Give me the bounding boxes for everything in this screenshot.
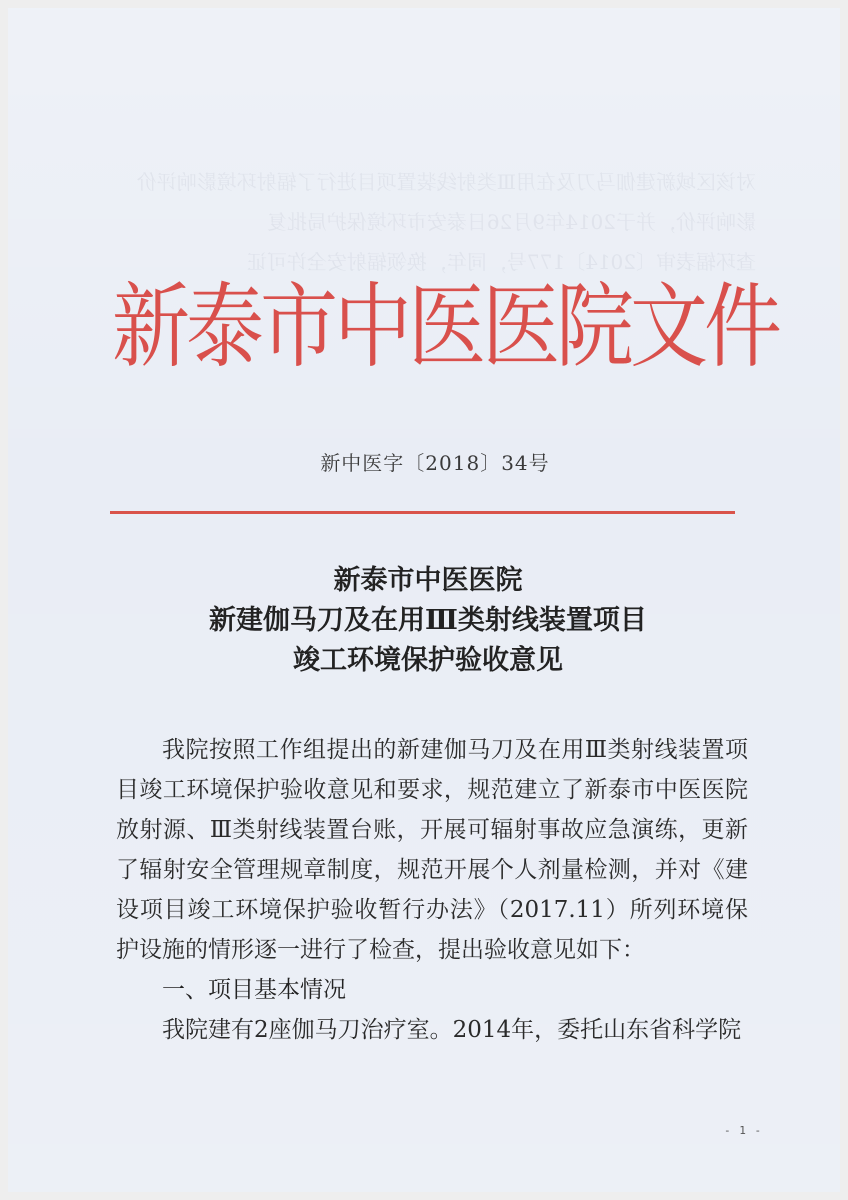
show-through-text: 查环辐表审〔2014〕177号，同年，换领辐射安全许可证: [246, 250, 756, 274]
document-title: [8, 561, 840, 681]
show-through-text: 影响评价，并于2014年9月26日泰安市环境保护局批复: [266, 210, 756, 234]
page-number: - 1 -: [724, 1124, 763, 1137]
document-number: 新中医字〔2018〕34号: [320, 451, 550, 475]
section-heading: 一、项目基本情况: [162, 977, 346, 1003]
body-paragraph: 我院按照工作组提出的新建伽马刀及在用Ⅲ类射线装置项目竣工环境保护验收意见和要求，规范建立了新泰市中医医院放射源、Ⅲ类射线装置台账，开展可辐射事故应急演练，更新了辐射安全管理规章制度，规范开展个人剂量检测，并对《建设项目竣工环境保护验收暂行办法》（2017.11）所列环境保护设施的情形逐一进行了检查，提出验收意见如下：: [116, 737, 748, 963]
title-line-project: 新建伽马刀及在用Ⅲ类射线装置项目: [209, 605, 647, 636]
section-paragraph: 我院建有2座伽马刀治疗室。2014年，委托山东省科学院: [162, 1017, 742, 1043]
document-body: [116, 730, 748, 1050]
red-separator-line: [110, 511, 735, 514]
document-masthead: 新泰市中医医院文件: [112, 274, 779, 382]
title-line-subject: 竣工环境保护验收意见: [293, 645, 563, 676]
document-page: [8, 8, 840, 1192]
title-line-organization: 新泰市中医医院: [333, 565, 523, 596]
show-through-text: 对该区域新建伽马刀及在用Ⅲ类射线装置项目进行了辐射环境影响评价: [136, 170, 756, 194]
